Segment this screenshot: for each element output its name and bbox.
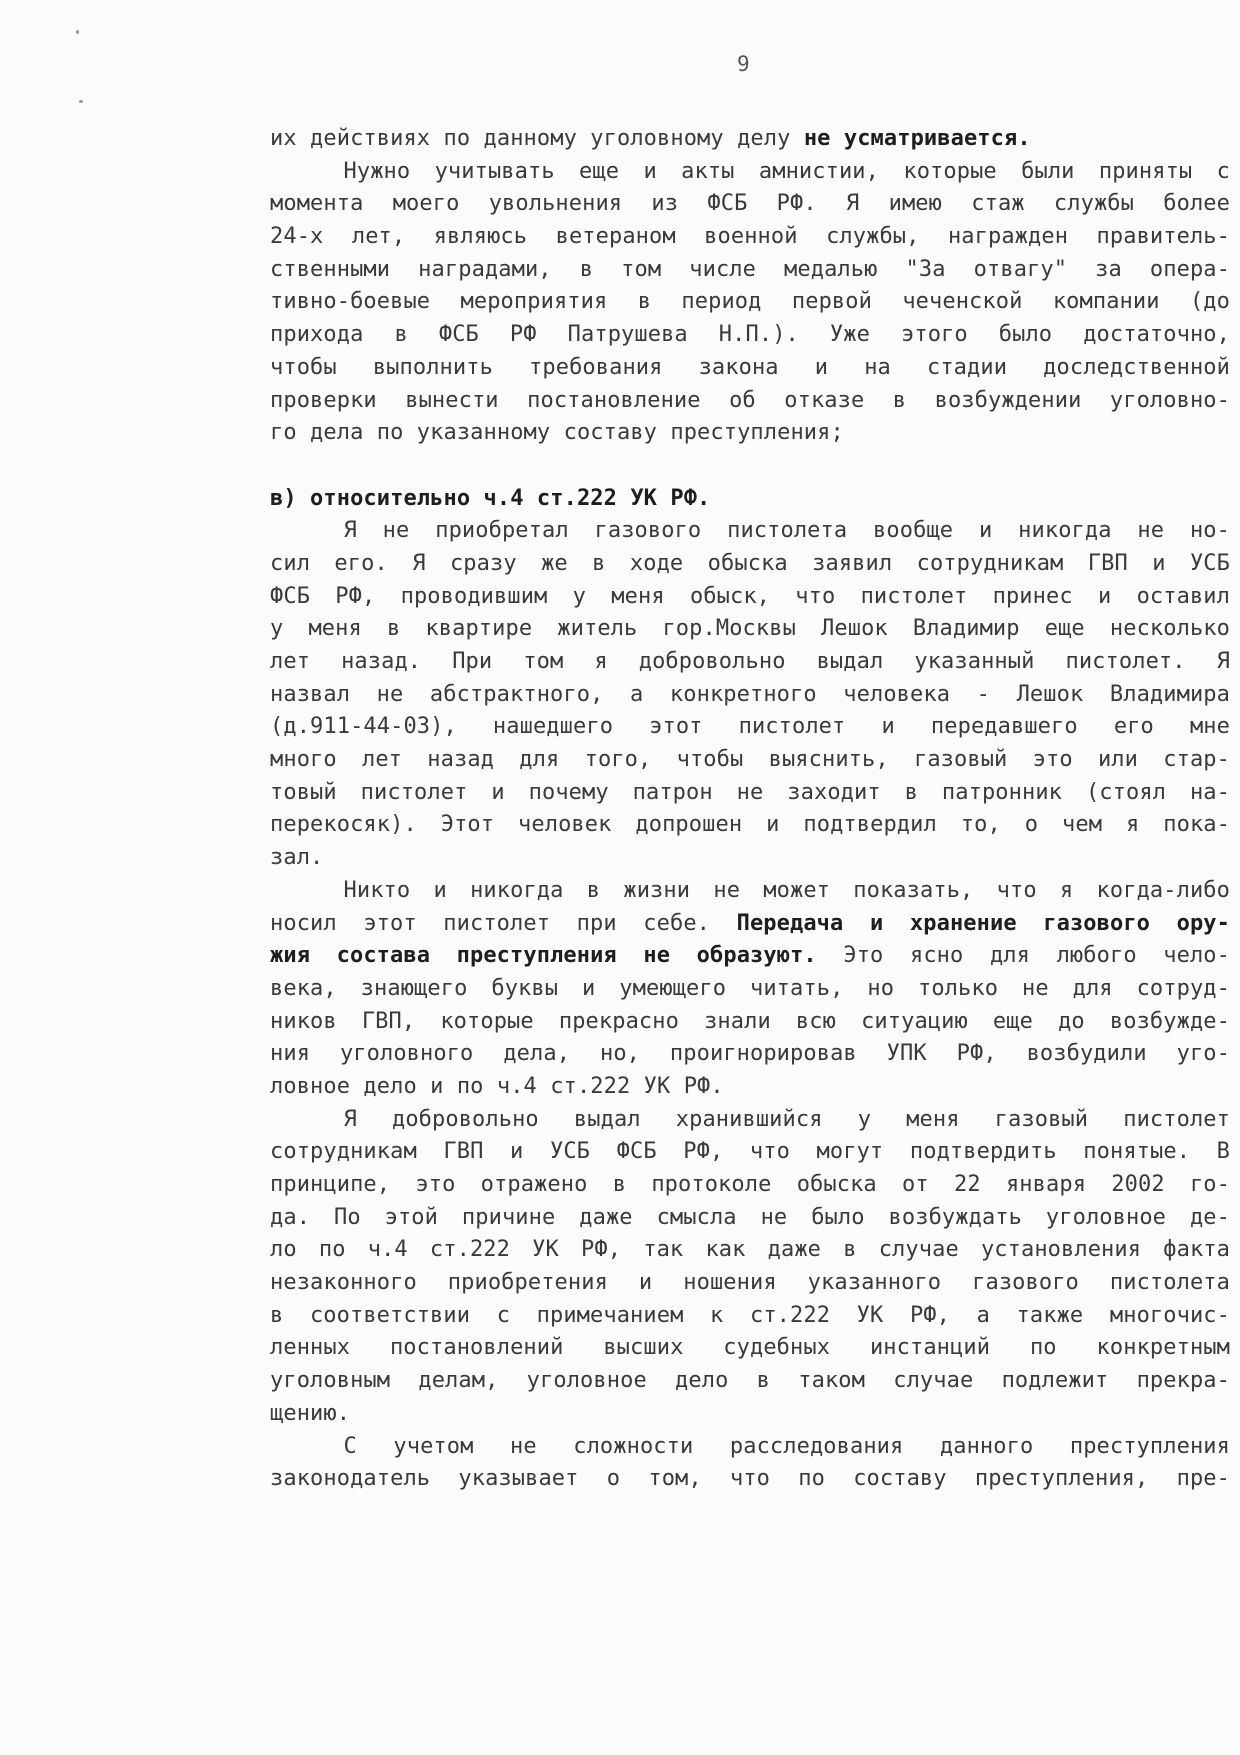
page-number: 9 [737,52,750,76]
text-run: ния уголовного дела, но, проигнорировав УПК РФ, возбудили уго- [270,1041,1230,1067]
text-run: щению. [270,1400,351,1426]
text-run: назвал не абстрактного, а конкретного человека - Лешок Владимира [270,681,1230,707]
text-run: ленных постановлений высших судебных инстанций по конкретным [270,1335,1230,1361]
text-line [270,385,1230,418]
bold-text: не усматривается. [803,126,1031,151]
text-line [270,908,1230,941]
text-run: незаконного приобретения и ношения указанного газового пистолета [270,1270,1230,1296]
text-run: законодатель указывает о том, что по составу преступления, пре- [270,1466,1230,1492]
text-run: носил этот пистолет при себе. [270,910,737,936]
text-line [270,809,1230,842]
text-line [270,711,1230,744]
blank-line [270,450,1230,483]
text-line [270,417,1230,450]
text-run: момента моего увольнения из ФСБ РФ. Я имею стаж службы более [270,191,1230,217]
text-run: Никто и никогда в жизни не может показать, что я когда-либо [343,877,1230,903]
text-run: уголовным делам, уголовное дело в таком случае подлежит прекра- [270,1368,1230,1394]
text-run: тивно-боевые мероприятия в период первой чеченской компании (до [270,289,1230,315]
scan-speck [76,30,79,34]
text-line [270,613,1230,646]
text-run: ФСБ РФ, проводившим у меня обыск, что пистолет принес и оставил [270,583,1230,609]
text-line [270,123,1230,156]
document-body [270,123,1230,1496]
text-run: у меня в квартире житель гор.Москвы Лешок Владимир еще несколько [270,616,1230,642]
text-line [270,286,1230,319]
text-line [270,1136,1230,1169]
text-line [270,940,1230,973]
text-run: сил его. Я сразу же в ходе обыска заявил сотрудникам ГВП и УСБ [270,550,1230,576]
text-run: проверки вынести постановление об отказе в возбуждении уголовно- [270,387,1230,413]
bold-text: Передача и хранение газового ору- [736,910,1230,936]
text-run: (д.911-44-03), нашедшего этот пистолет и передавшего его мне [270,714,1230,740]
text-line [270,1006,1230,1039]
text-line [270,1202,1230,1235]
text-line [270,679,1230,712]
text-run: Нужно учитывать еще и акты амнистии, которые были приняты с [343,158,1230,184]
text-line [270,483,1230,516]
text-line [270,1332,1230,1365]
text-line [270,319,1230,352]
text-run: века, знающего буквы и умеющего читать, но только не для сотруд- [270,975,1230,1001]
bold-text: жия состава преступления не образуют. [270,943,817,969]
text-run: лет назад. При том я добровольно выдал указанный пистолет. Я [270,649,1230,674]
text-line [270,1071,1230,1104]
text-line [270,777,1230,810]
text-run: зал. [270,845,324,871]
text-run: го дела по указанному составу преступления; [270,420,844,446]
bold-text: в) относительно ч.4 ст.222 УК РФ. [270,485,711,511]
text-line [270,973,1230,1006]
text-run: товый пистолет и почему патрон не заходит в патронник (стоял на- [270,779,1230,805]
text-line [270,1398,1230,1431]
text-run: Я не приобретал газового пистолета вообще и никогда не но- [343,518,1230,544]
text-line [270,156,1230,189]
text-line [270,254,1230,287]
text-line [270,1038,1230,1071]
text-line [270,842,1230,875]
text-line [270,744,1230,777]
text-run: прихода в ФСБ РФ Патрушева Н.П.). Уже этого было достаточно, [270,322,1230,348]
text-run: принципе, это отражено в протоколе обыска от 22 января 2002 го- [270,1172,1230,1197]
text-run: ловное дело и по ч.4 ст.222 УК РФ. [270,1073,724,1099]
text-line [270,1267,1230,1300]
text-line [270,188,1230,221]
text-run: ственными наградами, в том числе медалью "За отвагу" за опера- [270,256,1230,282]
text-line [270,352,1230,385]
text-run: ло по ч.4 ст.222 УК РФ, так как даже в случае установления факта [270,1237,1230,1263]
scan-speck [79,100,83,103]
text-run: Это ясно для любого чело- [816,943,1230,969]
text-line [270,1300,1230,1333]
text-line [270,581,1230,614]
text-line [270,1431,1230,1464]
text-line [270,1365,1230,1398]
text-run: их действиях по данному уголовному делу [270,126,804,151]
text-run: в соответствии с примечанием к ст.222 УК РФ, а также многочис- [270,1302,1230,1328]
text-run: С учетом не сложности расследования данного преступления [343,1433,1230,1459]
text-line [270,515,1230,548]
text-run: перекосяк). Этот человек допрошен и подтвердил то, о чем я пока- [270,812,1230,838]
text-run: много лет назад для того, чтобы выяснить, газовый это или стар- [270,747,1230,773]
text-line [270,548,1230,581]
text-run: чтобы выполнить требования закона и на стадии доследственной [270,354,1230,380]
text-line [270,221,1230,254]
text-line [270,1463,1230,1496]
text-line [270,1104,1230,1137]
text-run: 24-х лет, являюсь ветераном военной службы, награжден правитель- [270,224,1230,250]
text-run: Я добровольно выдал хранившийся у меня газовый пистолет [343,1106,1230,1132]
text-line [270,875,1230,908]
text-run: сотрудникам ГВП и УСБ ФСБ РФ, что могут подтвердить понятые. В [270,1139,1230,1165]
text-run: да. По этой причине даже смысла не было возбуждать уголовное де- [270,1204,1230,1230]
text-line [270,1234,1230,1267]
text-run: ников ГВП, которые прекрасно знали всю ситуацию еще до возбужде- [270,1008,1230,1034]
text-line [270,1169,1230,1202]
text-line [270,646,1230,679]
